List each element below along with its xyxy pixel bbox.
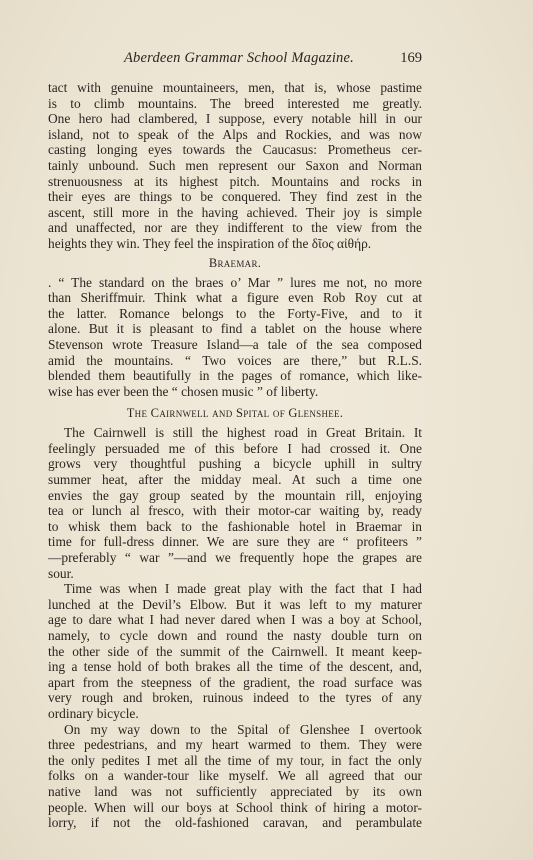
text-line: namely, to cycle down and round the nasty double turn on — [48, 628, 422, 643]
text-line: is to climb mountains. The breed interested me greatly. — [48, 95, 422, 111]
text-line: ing a tense hold of both brakes all the time of the descent, and, — [48, 659, 422, 675]
text-line: alone. But it is pleasant to find a tablet on the house where — [48, 321, 422, 337]
text-line: ascent, still more in the having achieved. Their joy is simple — [48, 204, 422, 220]
text-line: —preferably “ war ”—and we frequently hope the grapes are — [48, 550, 422, 566]
page-number: 169 — [400, 50, 422, 66]
text-line: On my way down to the Spital of Glenshee I overtook — [64, 721, 422, 737]
text-line: than Sheriffmuir. Think what a figure even Rob Roy cut at — [48, 290, 422, 306]
text-line: blended them beautifully in the pages of romance, which like- — [48, 368, 422, 384]
text-line: strenuousness at its highest pitch. Mountains and rocks in — [48, 173, 422, 189]
text-line: folks on a wander-tour like myself. We all agreed that our — [48, 768, 422, 784]
text-line: age to dare what I had never dared when I was a boy at School, — [48, 612, 422, 628]
text-line: people. When will our boys at School think of hiring a motor- — [48, 799, 422, 815]
text-line: tainly unbound. Such men represent our Saxon and Norman — [48, 157, 422, 173]
text-line: three pedestrians, and my heart warmed to them. They were — [48, 737, 422, 753]
text-line: the other side of the summit of the Cairnwell. It meant keep- — [48, 643, 422, 659]
text-line: feelingly persuaded me of this before I had crossed it. One — [48, 440, 422, 456]
text-line: heights they win. They feel the inspiration of the δῖος αἰθήρ. — [48, 235, 372, 251]
text-line: amid the mountains. “ Two voices are there,” but R.L.S. — [48, 352, 422, 368]
paragraph-devils-elbow — [48, 581, 422, 721]
text-line: The Cairnwell is still the highest road in Great Britain. It — [64, 425, 422, 441]
text-line: apart from the steepness of the gradient, the road surface was — [48, 674, 422, 690]
text-line: and unaffected, nor are they indifferent to the view from the — [48, 220, 422, 236]
text-line: island, not to speak of the Alps and Rockies, and was now — [48, 126, 422, 142]
text-line: Stevenson wrote Treasure Island—a tale of the sea composed — [48, 336, 422, 352]
text-line: tea or lunch al fresco, with their motor-car waiting by, ready — [48, 503, 422, 519]
text-line: very rough and broken, ruinous indeed to the tyres of any — [48, 690, 422, 706]
text-line: native land was not sufficiently appreciated by its own — [48, 783, 422, 799]
text-line: time for full-dress dinner. We are sure they are “ profiteers ” — [48, 534, 422, 550]
text-line: . “ The standard on the braes o’ Mar ” lures me not, no more — [48, 274, 422, 290]
text-line: lorry, if not the old-fashioned caravan, and perambulate — [48, 815, 422, 831]
text-line: the latter. Romance belongs to the Forty-Five, and to it — [48, 305, 422, 321]
text-line: envies the gay group seated by the mountain rill, enjoying — [48, 487, 422, 503]
text-line: sour. — [48, 565, 74, 581]
text-line: grows very thoughtful pushing a bicycle uphill in sultry — [48, 456, 422, 472]
text-line: to whisk them back to the fashionable hotel in Braemar in — [48, 518, 422, 534]
text-line: casting longing eyes towards the Caucasus: Prometheus cer- — [48, 142, 422, 158]
section-heading-braemar: Braemar. — [208, 255, 262, 270]
text-line: lunched at the Devil’s Elbow. But it was left to my maturer — [48, 596, 422, 612]
paragraph-cairnwell — [48, 425, 422, 581]
section-heading-cairnwell: The Cairnwell and Spital of Glenshee. — [126, 406, 344, 421]
text-line: the only pedites I met all the time of my tour, in fact the only — [48, 752, 422, 768]
text-line: tact with genuine mountaineers, men, that is, whose pastime — [48, 80, 422, 95]
text-line: ordinary bicycle. — [48, 705, 139, 721]
paragraph-spital — [48, 722, 422, 831]
running-title: Aberdeen Grammar School Magazine. — [124, 50, 354, 66]
article-body — [48, 80, 422, 831]
paragraph-mountaineers — [48, 80, 422, 252]
text-line: Time was when I made great play with the fact that I had — [64, 581, 422, 597]
running-head — [48, 50, 422, 70]
text-line: their eyes are things to be conquered. They find zest in the — [48, 189, 422, 205]
text-line: summer heat, after the midday meal. At such a time one — [48, 472, 422, 488]
paragraph-braemar — [48, 275, 422, 400]
text-line: One hero had clambered, I suppose, every notable hill in our — [48, 111, 422, 127]
text-line: wise has ever been the “ chosen music ” of liberty. — [48, 383, 319, 399]
